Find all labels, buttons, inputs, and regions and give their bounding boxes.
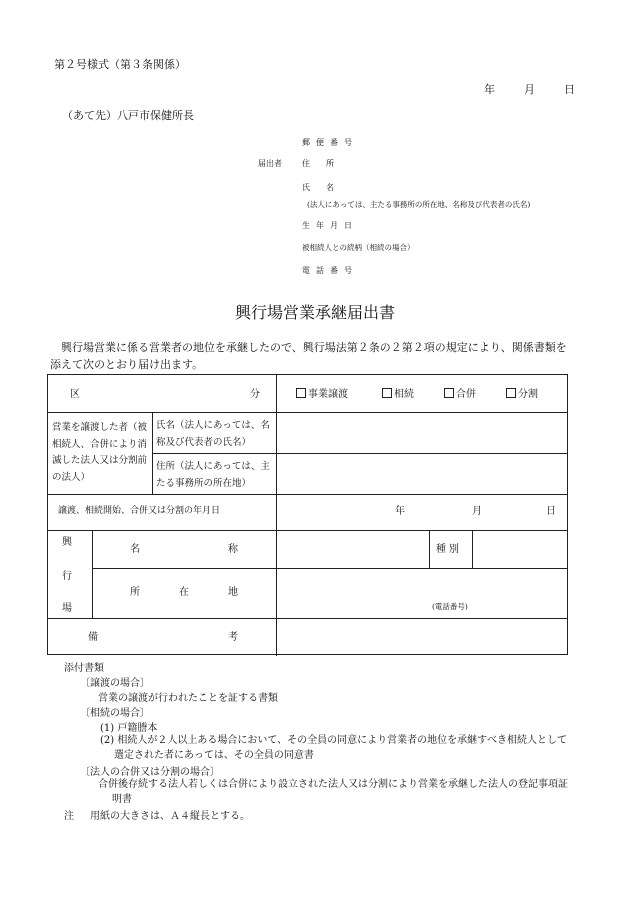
facility-phone-label: (電話番号) — [432, 602, 468, 611]
postal-code-label: 郵便番号 — [302, 138, 358, 147]
relation-label: 被相続人との続柄（相続の場合） — [302, 243, 415, 252]
row-divider — [92, 568, 567, 569]
header-date-month: 月 — [524, 83, 535, 96]
name-label: 氏 名 — [302, 183, 334, 192]
option-split[interactable]: 分割 — [506, 386, 538, 403]
row-divider — [48, 412, 567, 413]
form-number: 第２号様式（第３条関係） — [54, 58, 186, 71]
merger-case-heading: 〔法人の合併又は分割の場合〕 — [80, 767, 220, 778]
remarks-label-1: 備 — [88, 632, 98, 643]
facility-type-label: 種別 — [436, 544, 462, 555]
row-divider — [48, 530, 567, 531]
inherit-case-heading: 〔相続の場合〕 — [80, 708, 150, 719]
facility-name-label-2: 称 — [228, 544, 238, 555]
note-label: 注 — [64, 811, 74, 822]
col-divider — [152, 412, 153, 494]
applicant-side-label: 届出者 — [258, 159, 282, 168]
checkbox-icon[interactable] — [382, 388, 392, 398]
facility-label-1: 興 — [62, 537, 72, 548]
intro-paragraph: 興行場営業に係る営業者の地位を承継したので、興行場法第２条の２第２項の規定により、関係書類を添えて次のとおり届け出ます。 — [50, 341, 567, 371]
addressee: （あて先）八戸市保健所長 — [62, 109, 194, 122]
checkbox-icon[interactable] — [444, 388, 454, 398]
succession-date-label: 譲渡、相続開始、合併又は分割の年月日 — [58, 506, 221, 516]
birthdate-label: 生年月日 — [302, 221, 358, 230]
option-transfer[interactable]: 事業譲渡 — [296, 386, 348, 403]
succession-date-month: 月 — [472, 506, 482, 517]
transferor-name-label: 氏名（法人にあっては、名称及び代表者の氏名） — [156, 420, 270, 448]
address-label: 住 所 — [302, 159, 334, 168]
attachments-heading: 添付書類 — [64, 663, 104, 674]
facility-name-label-1: 名 — [130, 544, 140, 555]
inherit-doc-1: (1) 戸籍謄本 — [100, 723, 158, 734]
facility-address-label-1: 所 — [130, 587, 140, 598]
option-merger[interactable]: 合併 — [444, 386, 476, 403]
header-date-day: 日 — [564, 83, 575, 96]
col-divider — [429, 530, 430, 568]
form-table — [47, 374, 568, 655]
inherit-doc-2: (2) 相続人が２人以上ある場合において、その全員の同意により営業者の地位を承継すべき相続人として選定された者にあっては、その全員の同意書 — [100, 735, 567, 761]
col-divider — [472, 530, 473, 568]
succession-date-year: 年 — [395, 506, 405, 517]
transferor-label: 営業を譲渡した者（被相続人、合併により消滅した法人又は分割前の法人） — [52, 422, 148, 483]
transfer-doc: 営業の譲渡が行われたことを証する書類 — [98, 693, 278, 704]
phone-label: 電話番号 — [302, 266, 358, 275]
col-divider — [276, 375, 277, 656]
succession-date-day: 日 — [546, 506, 556, 517]
checkbox-icon[interactable] — [296, 388, 306, 398]
facility-address-label-2: 在 — [179, 587, 189, 598]
name-note: (法人にあっては、主たる事務所の所在地、名称及び代表者の氏名) — [307, 200, 531, 209]
option-inherit[interactable]: 相続 — [382, 386, 414, 403]
row-divider — [48, 618, 567, 619]
col-divider — [92, 530, 93, 618]
facility-label-2: 行 — [62, 571, 72, 582]
document-title: 興行場営業承継届出書 — [234, 303, 395, 322]
division-label-left: 区 — [70, 389, 80, 400]
row-divider — [48, 494, 567, 495]
facility-label-3: 場 — [62, 603, 72, 614]
note-text: 用紙の大きさは、Ａ４縦長とする。 — [90, 811, 250, 822]
row-divider — [152, 453, 567, 454]
facility-address-label-3: 地 — [228, 587, 238, 598]
header-date-year: 年 — [484, 83, 495, 96]
merger-doc: 合併後存続する法人若しくは合併により設立された法人又は分割により営業を承継した法人の登記事項証明書 — [98, 779, 568, 805]
division-label-right: 分 — [250, 389, 260, 400]
transfer-case-heading: 〔譲渡の場合〕 — [80, 678, 150, 689]
remarks-label-2: 考 — [228, 632, 238, 643]
checkbox-icon[interactable] — [506, 388, 516, 398]
transferor-address-label: 住所（法人にあっては、主たる事務所の所在地） — [156, 461, 270, 489]
